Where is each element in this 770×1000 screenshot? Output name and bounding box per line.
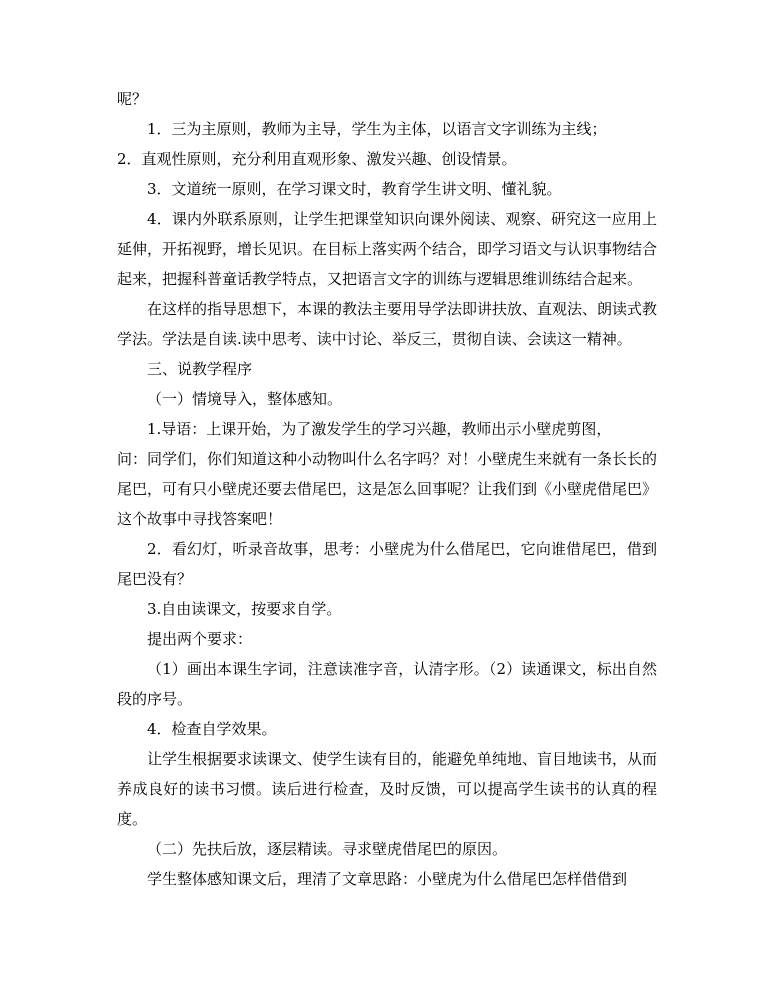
paragraph-slides: 2．看幻灯，听录音故事，思考：小壁虎为什么借尾巴，它向谁借尾巴，借到尾巴没有？ [117,540,657,588]
paragraph-free-reading: 3.自由读课文，按要求自学。 [147,600,342,618]
paragraph-principle-1: 1．三为主原则，教师为主导，学生为主体，以语言文字训练为主线； [147,120,607,138]
document-body [117,84,657,894]
paragraph-reading-habits: 让学生根据要求读课文、使学生读有目的，能避免单纯地、盲目地读书，从而养成良好的读书习惯。读后进行检查，及时反馈，可以提高学生读书的认真的程度。 [117,750,658,828]
paragraph-teaching-methods: 在这样的指导思想下，本课的教法主要用导学法即讲扶放、直观法、朗读式教学法。学法是自读.读中思考、读中讨论、举反三，贯彻自读、会读这一精神。 [117,300,658,348]
paragraph-requirements-intro: 提出两个要求： [147,630,253,648]
paragraph-continuation: 呢？ [117,90,148,108]
paragraph-principle-4: 4．课内外联系原则，让学生把课堂知识向课外阅读、观察、研究这一应用上延伸，开拓视野，增长见识。在目标上落实两个结合，即学习语文与认识事物结合起来，把握科普童话教学特点，又把语言文字的训练与逻辑思维训练结合起来。 [117,210,658,288]
subsection-heading-2: （二）先扶后放，逐层精读。寻求壁虎借尾巴的原因。 [147,840,508,858]
paragraph-requirements: （1）画出本课生字词，注意读准字音，认清字形。（2）读通课文，标出自然段的序号。 [117,660,657,708]
subsection-heading-1: （一）情境导入，整体感知。 [147,390,343,408]
section-heading-teaching-procedure: 三、说教学程序 [147,360,253,378]
paragraph-check-effect: 4．检查自学效果。 [147,720,277,738]
paragraph-principle-3: 3．文道统一原则，在学习课文时，教育学生讲文明、懂礼貌。 [147,180,562,198]
paragraph-intro-line: 1.导语：上课开始，为了激发学生的学习兴趣，教师出示小壁虎剪图， [147,420,612,438]
paragraph-overall-perception: 学生整体感知课文后，理清了文章思路：小壁虎为什么借尾巴怎样借借到 [147,870,628,888]
paragraph-principle-2: 2．直观性原则，充分利用直观形象、激发兴趣、创设情景。 [117,150,517,168]
paragraph-question: 问：同学们，你们知道这种小动物叫什么名字吗？对！小壁虎生来就有一条长长的尾巴，可有只小壁虎还要去借尾巴，这是怎么回事呢？让我们到《小壁虎借尾巴》这个故事中寻找答案吧！ [117,450,658,528]
